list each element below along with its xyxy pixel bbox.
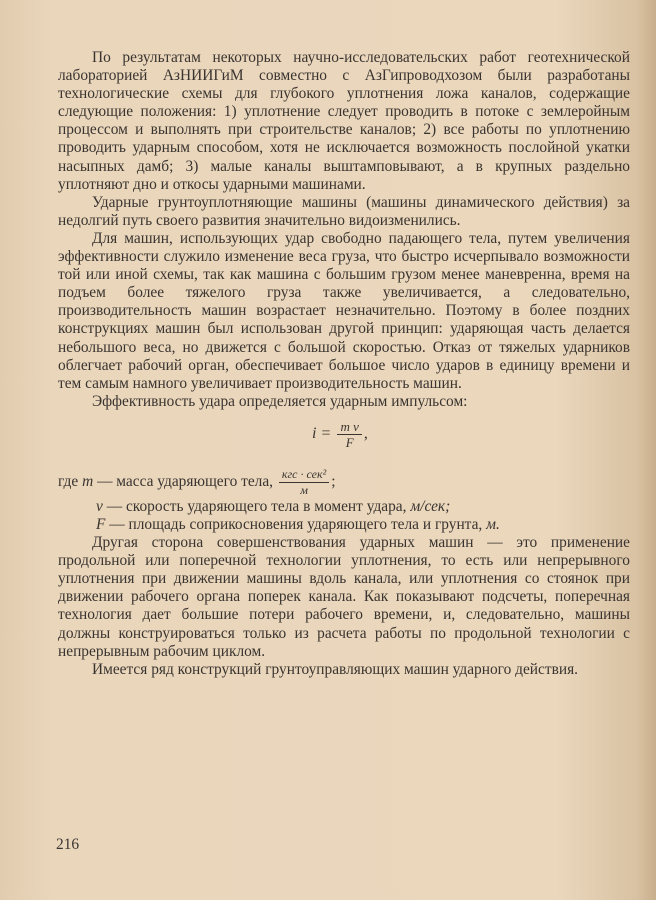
formula-equals: = [321,425,331,443]
def-m-text: — масса ударяющего тела, [97,473,274,491]
def-m-var: m [82,473,94,491]
formula-lhs: i [312,425,317,443]
def-m-unit [279,467,329,498]
paragraph-4: Эффективность удара определяется ударным импульсом: [92,392,468,410]
formula-numerator: m v [337,419,361,435]
formula-fraction [337,419,361,450]
paragraph-1: По результатам некоторых научно-исследовательских работ геотехнической лабораторией АзНИИГиМ совместно с АзГипроводхозом были разработаны технологические схемы для глубокого уплотнения ложа каналов, содержащие следующие положения: 1) уплотнение следует проводить в потоке с землеройным процессом и выполнять при строительстве каналов; 2) все работы по уплотнению проводить ударным способом, хотя не исключается возможность послойной укатки насыпных дамб; 3) малые каналы выштамповывают, а в крупных раздельно уплотняют дно и откосы ударными машинами. [58,49,630,193]
def-m-unit-den: м [300,482,308,497]
paragraph-3: Для машин, использующих удар свободно падающего тела, путем увеличения эффективности служило изменение веса груза, что быстро исчерпывало возможности той или иной схемы, так как машина с большим грузом менее маневренна, время на подъем более тяжелого груза также увеличивается, а следовательно, производительность машин возрастает незначительно. Поэтому в более поздних конструкциях машин был использован другой принцип: ударяющая часть делается небольшого веса, но движется с большой скоростью. Отказ от тяжелых ударников облегчает рабочий орган, обеспечивает большое число ударов в единицу времени и тем самым намного увеличивает производительность машин. [58,229,630,392]
paragraph-5: Другая сторона совершенствования ударных машин — это применение продольной или поперечной технологии уплотнения, то есть или непрерывного уплотнения при движении машины вдоль канала, или уплотнения со стоянок при движении рабочего органа поперек канала. Как показывают подсчеты, поперечная технология дает большие потери рабочего времени, и, следовательно, машины должны конструироваться только из расчета работы по продольной технологии с непрерывным рабочим циклом. [58,534,630,660]
page-text [58,49,630,679]
paragraph-6: Имеется ряд конструкций грунтоуправляющих машин ударного действия. [92,660,579,678]
paragraph-2: Ударные грунтоуплотняющие машины (машины динамического действия) за недолгий путь своего развития значительно видоизменились. [58,193,630,229]
def-m-trail: ; [331,473,336,491]
def-f-unit: м. [486,515,500,533]
def-v-text: — скорость ударяющего тела в момент удара, [106,497,407,515]
def-f-text: — площадь соприкосновения ударяющего тела и грунта, [109,515,483,533]
impulse-formula [58,411,630,465]
definition-f [58,516,630,534]
definition-m [58,467,630,498]
page-number: 216 [56,836,80,853]
formula-denominator: F [345,434,354,450]
def-m-unit-num: кгс · сек² [279,467,329,483]
def-v-var: v [96,497,103,515]
formula-trail: , [363,425,368,443]
def-f-var: F [96,515,106,533]
def-v-unit: м/сек; [410,497,451,515]
definition-v [58,498,630,516]
def-m-prefix: где [58,473,79,491]
